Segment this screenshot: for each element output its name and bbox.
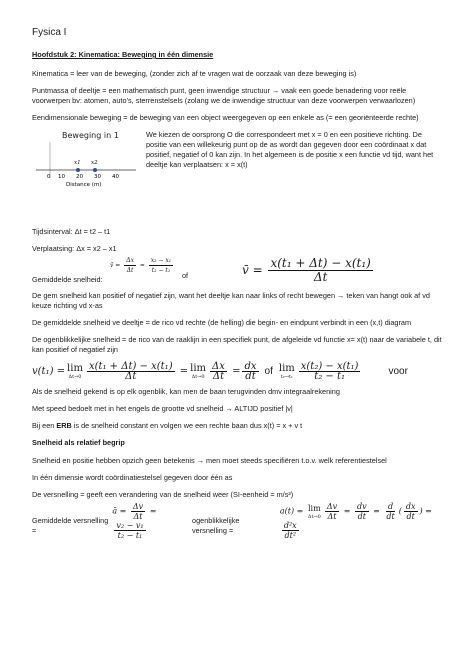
paragraph-relatief-2: In één dimensie wordt coördinatiestelsel gegeven door één as xyxy=(32,473,233,482)
erb-suffix: is de snelheid constant en volgen we een rechte baan dus x(t) = x + v t xyxy=(71,421,303,430)
tick-label: 10 xyxy=(58,174,65,180)
paragraph-eendimensionaal: Eendimensionale beweging = de beweging van een object weergegeven op een enkele as (= een georiënteerde rechte) xyxy=(32,113,419,122)
paragraph-gem-snelheid-1: De gem snelheid kan positief of negatief zijn, want het deeltje kan naar links of recht bewegen → teken van hangt ook af vd keuze richting vd x-as xyxy=(32,291,430,310)
figure-block xyxy=(32,130,442,220)
or-word-2: of xyxy=(264,365,273,377)
tick-label: 0 xyxy=(47,174,51,180)
instant-velocity-equation: v(t₁) = lim Δt→0 $\frac{\text{x(t₁ + Δt) − x(t₁)}}{\Delta t}$ = lim Δt→0 $\frac{\Delta x}{\Delta t}$ = $\frac{dx}{dt}$ of lim t₂→t₁ $\frac{\text{x(t₂) − x(t₁)}}{\text{t₂ − t₁}}$ voor xyxy=(32,361,408,382)
paragraph-kinematica: Kinematica = leer van de beweging, (zonder zich af te vragen wat de oorzaak van deze beweging is) xyxy=(32,69,357,78)
subject-title: Fysica I xyxy=(32,27,67,38)
paragraph-puntmassa: Puntmassa of deeltje = een mathematisch punt, geen inwendige structuur → vaak een goede benadering voor reële voorwerpen bv: atomen, auto’s, sterrenstelsels (zolang we de inwendige structuur van deze voorwerpen verwaarlozen) xyxy=(32,86,416,105)
paragraph-versnelling: De versnelling = geeft een verandering van de snelheid weer (SI-eenheid = m/s²) xyxy=(32,490,294,499)
erb-bold: ERB xyxy=(56,421,72,430)
paragraph-ogenblikkelijke-snelheid: De ogenblikkelijke snelheid = de rico van de raaklijn in een specifiek punt, de afgeleide vd functie x= x(t) naar de variabele t, dit kan positief of negatief zijn xyxy=(32,335,442,354)
paragraph-speed: Met speed bedoelt met in het engels de grootte vd snelheid → ALTIJD positief |v| xyxy=(32,404,293,413)
axis-title: Distance (m) xyxy=(66,182,102,188)
instant-accel-label: ogenblikkelijke versnelling = xyxy=(192,516,240,535)
avg-accel-label: Gemiddelde versnelling = xyxy=(32,516,109,535)
paragraph-integraal: Als de snelheid gekend is op elk ogenblik, kan men de baan terugvinden dmv integraalrekening xyxy=(32,387,340,396)
paragraph-relatief-1: Snelheid en positie hebben opzich geen betekenis → men moet steeds specifiëren t.o.v. welk referentiestelsel xyxy=(32,456,387,465)
tijdsinterval-line: Tijdsinterval: Δt = t2 – t1 xyxy=(32,227,111,236)
position-axis-figure xyxy=(32,130,140,220)
point-x1 xyxy=(76,168,80,172)
verplaatsing-line: Verplaatsing: Δx = x2 – x1 xyxy=(32,244,117,253)
tick-label: 20 xyxy=(76,174,83,180)
instant-accel-formula: a(t) = lim Δt→0 $\frac{\Delta v}{\Delta t}$ = $\frac{dv}{dt}$ = $\frac{d}{dt}$ ( $\frac{dx}{dt}$ ) = $\frac{\text{d²x}}{\text{dt²}}$ xyxy=(279,502,432,540)
voor-word: voor xyxy=(388,365,408,377)
acceleration-row xyxy=(32,502,442,540)
avg-velocity-formula-small: v̄ = $\frac{\Delta x}{\Delta t}$ = $\frac{\text{x₂ − x₁}}{\text{t₂ − t₁}}$ xyxy=(110,257,172,274)
point-label-x1: x1 xyxy=(74,160,81,166)
chapter-heading: Hoofdstuk 2: Kinematica: Beweging in één dimensie xyxy=(32,50,214,59)
figure-description: We kiezen de oorsprong O die correspondeert met x = 0 en een positieve richting. De positie van een willekeurig punt op de as wordt dan gegeven door een coördinaat x dat positief, negatief of 0 kan zijn. In het algemeen is de positie x een functie vd tijd, want het deeltje kan verplaatsen: x = x(t) xyxy=(146,130,434,169)
point-x2 xyxy=(93,168,97,172)
erb-prefix: Bij een xyxy=(32,421,57,430)
or-word: of xyxy=(182,270,189,280)
section-relatief: Snelheid als relatief begrip xyxy=(32,438,125,447)
tick-label: 30 xyxy=(94,174,101,180)
paragraph-gem-snelheid-2: De gemiddelde snelheid ve deeltje = de rico vd rechte (de helling) die begin- en eindpunt verbindt in een (x,t) diagram xyxy=(32,318,412,327)
figure-title: Beweging in 1 xyxy=(62,131,119,140)
tick-label: 40 xyxy=(112,174,119,180)
paragraph-erb xyxy=(32,421,442,431)
avg-accel-formula: ā = $\frac{\Delta v}{\Delta t}$ = $\frac{\text{v₂ − v₁}}{\text{t₂ − t₁}}$ xyxy=(112,502,157,540)
avg-velocity-formula-large: v̄ = $\frac{\text{x(t₁ + Δt) − x(t₁)}}{\Delta t}$ xyxy=(242,256,371,284)
avg-velocity-label: Gemiddelde snelheid: xyxy=(32,275,103,284)
point-label-x2: x2 xyxy=(91,160,98,166)
average-velocity-row xyxy=(32,256,442,285)
